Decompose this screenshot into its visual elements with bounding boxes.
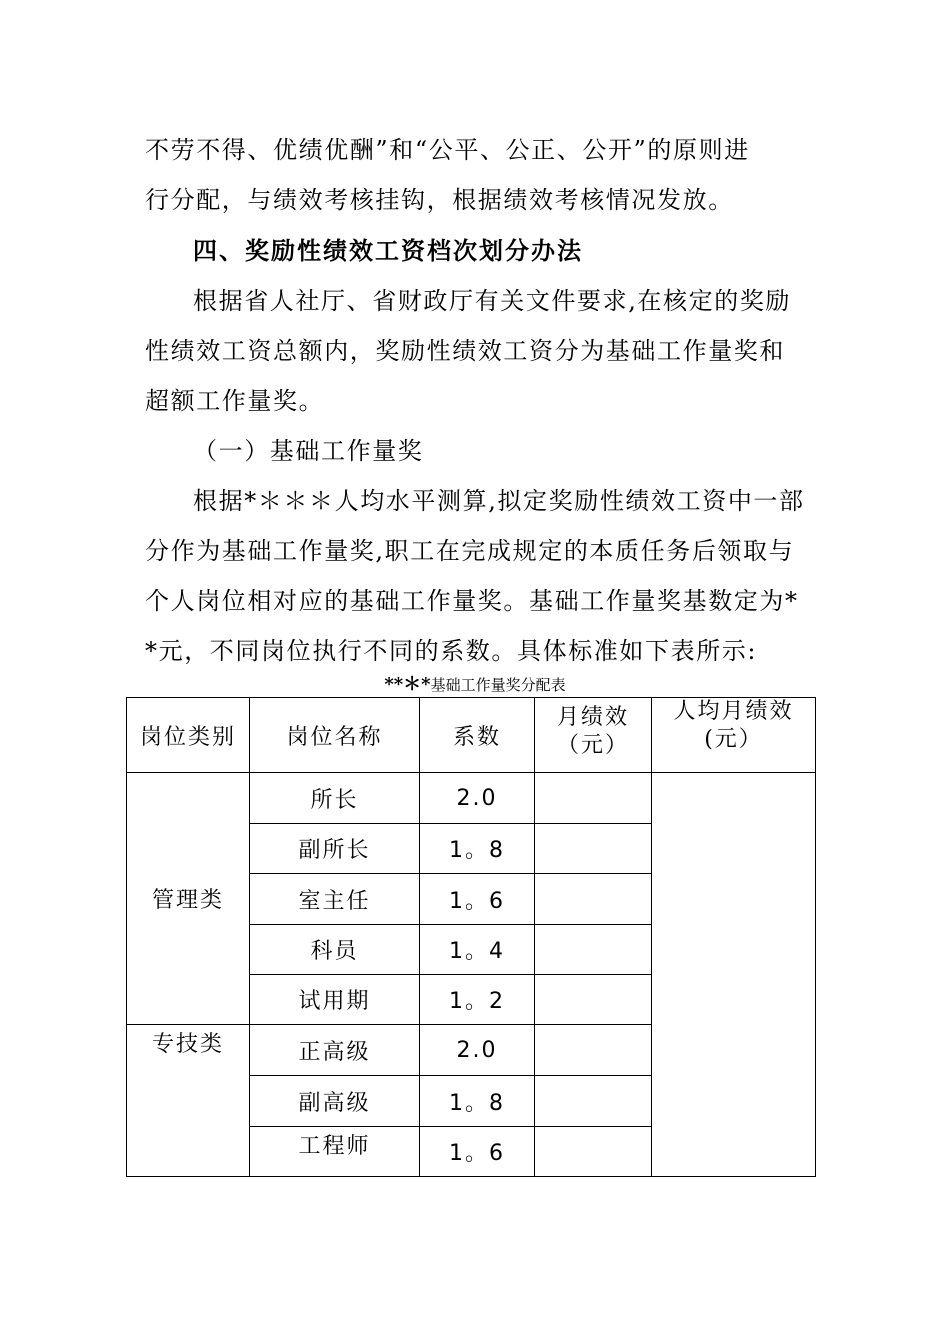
paragraph-line: 分作为基础工作量奖,职工在完成规定的本质任务后领取与 xyxy=(145,537,795,565)
subsection-heading: （一）基础工作量奖 xyxy=(193,437,424,465)
cell-position: 副所长 xyxy=(250,824,420,874)
header-avg-line1: 人均月绩效 xyxy=(673,699,794,724)
paragraph-line: 根据省人社厅、省财政厅有关文件要求,在核定的奖励 xyxy=(193,287,792,315)
header-coef: 系数 xyxy=(420,698,535,773)
header-avg xyxy=(652,698,816,773)
paragraph-line: 超额工作量奖。 xyxy=(145,387,325,415)
cell-position: 室主任 xyxy=(250,874,420,925)
cell-position: 科员 xyxy=(250,925,420,975)
cell-monthly xyxy=(535,1127,652,1177)
cell-position: 工程师 xyxy=(250,1127,420,1177)
cell-coef: 1。2 xyxy=(420,975,535,1025)
cell-monthly xyxy=(535,874,652,925)
paragraph-line: 行分配，与绩效考核挂钩，根据绩效考核情况发放。 xyxy=(145,186,734,214)
cell-coef: 1。6 xyxy=(420,874,535,925)
section-heading: 四、奖励性绩效工资档次划分办法 xyxy=(193,237,583,265)
caption-stars: **＊* xyxy=(384,674,431,695)
cell-coef: 1。8 xyxy=(420,824,535,874)
cell-position: 副高级 xyxy=(250,1076,420,1127)
cell-position: 正高级 xyxy=(250,1025,420,1076)
cell-monthly xyxy=(535,925,652,975)
paragraph-line: *元，不同岗位执行不同的系数。具体标准如下表所示: xyxy=(145,637,758,665)
cell-avg xyxy=(652,773,816,1177)
category-tech: 专技类 xyxy=(127,1025,250,1177)
table-caption xyxy=(0,675,950,695)
cell-monthly xyxy=(535,773,652,824)
header-avg-line2: (元） xyxy=(704,727,763,752)
paragraph-line: 根据*＊＊＊人均水平测算,拟定奖励性绩效工资中一部 xyxy=(193,487,805,515)
header-category: 岗位类别 xyxy=(127,698,250,773)
category-mgmt: 管理类 xyxy=(127,773,250,1025)
header-monthly-line1: 月绩效 xyxy=(556,705,629,730)
cell-position: 试用期 xyxy=(250,975,420,1025)
caption-text: 基础工作量奖分配表 xyxy=(430,676,566,694)
cell-monthly xyxy=(535,1025,652,1076)
cell-coef: 1。4 xyxy=(420,925,535,975)
bonus-table xyxy=(126,697,816,1177)
cell-monthly xyxy=(535,975,652,1025)
header-monthly-line2: （元） xyxy=(556,733,629,758)
paragraph-line: 不劳不得、优绩优酬”和“公平、公正、公开”的原则进 xyxy=(145,136,750,164)
header-monthly xyxy=(535,698,652,773)
cell-monthly xyxy=(535,824,652,874)
cell-coef: 2.0 xyxy=(420,1025,535,1076)
cell-position: 所长 xyxy=(250,773,420,824)
cell-monthly xyxy=(535,1076,652,1127)
paragraph-line: 性绩效工资总额内，奖励性绩效工资分为基础工作量奖和 xyxy=(145,337,785,365)
cell-coef: 1。6 xyxy=(420,1127,535,1177)
header-position: 岗位名称 xyxy=(250,698,420,773)
cell-coef: 1。8 xyxy=(420,1076,535,1127)
paragraph-line: 个人岗位相对应的基础工作量奖。基础工作量奖基数定为* xyxy=(145,587,799,615)
table-header-row xyxy=(127,698,816,773)
cell-coef: 2.0 xyxy=(420,773,535,824)
table-row xyxy=(127,773,816,824)
